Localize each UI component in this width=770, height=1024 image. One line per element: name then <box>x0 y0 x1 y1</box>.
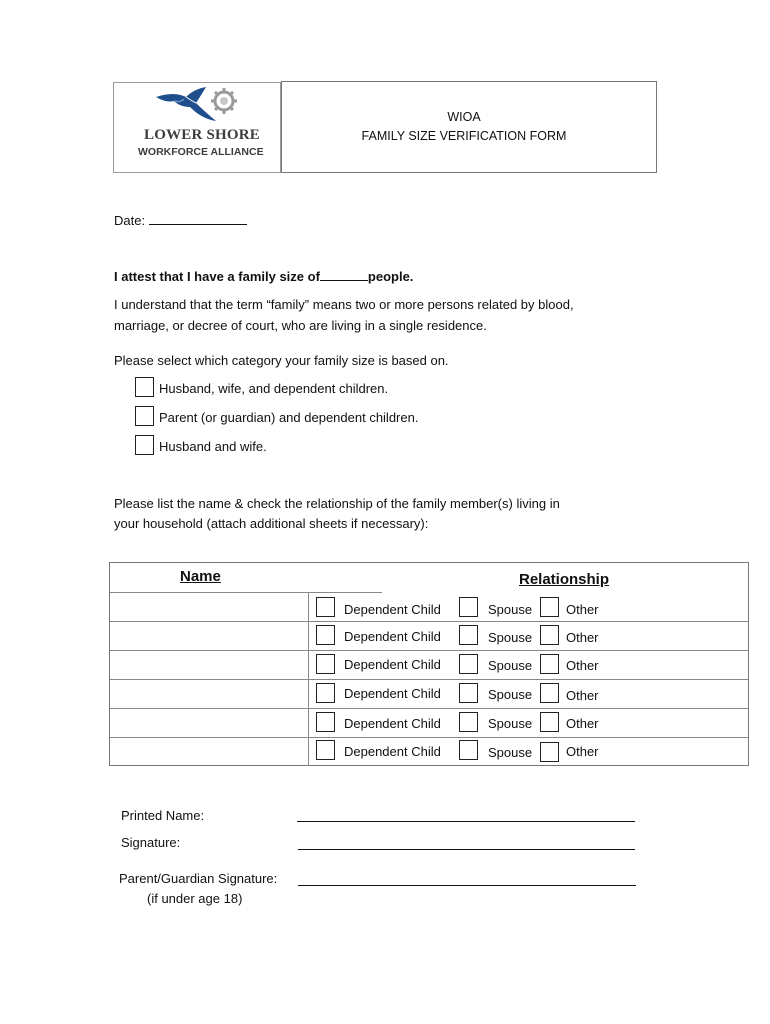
bird-logo-icon <box>144 85 244 127</box>
name-cell[interactable] <box>110 680 308 708</box>
logo-line1: LOWER SHORE <box>144 127 260 143</box>
category-checkbox-1[interactable] <box>135 377 154 397</box>
signature-label: Signature: <box>121 835 181 850</box>
date-field <box>114 212 247 228</box>
other-label: Other <box>566 630 599 645</box>
family-members-table <box>109 562 749 766</box>
signature-line[interactable] <box>298 849 635 850</box>
other-checkbox[interactable] <box>540 683 559 703</box>
spouse-label: Spouse <box>488 687 533 702</box>
other-label: Other <box>566 602 599 617</box>
dependent-child-label: Dependent Child <box>344 629 441 644</box>
category-option-3: Husband and wife. <box>159 439 267 454</box>
dependent-child-checkbox[interactable] <box>316 654 335 674</box>
other-label: Other <box>566 658 599 673</box>
spouse-checkbox[interactable] <box>459 740 478 760</box>
other-label: Other <box>566 716 599 731</box>
list-instructions-line2: your household (attach additional sheets if necessary): <box>114 516 429 531</box>
definition-line2: marriage, or decree of court, who are living in a single residence. <box>114 318 487 333</box>
category-prompt: Please select which category your family size is based on. <box>114 353 449 368</box>
definition-line1: I understand that the term “family” means two or more persons related by blood, <box>114 297 574 312</box>
category-checkbox-2[interactable] <box>135 406 154 426</box>
form-title: WIOA <box>447 110 481 124</box>
printed-name-line[interactable] <box>297 821 635 822</box>
dependent-child-label: Dependent Child <box>344 602 441 617</box>
category-checkbox-3[interactable] <box>135 435 154 455</box>
attest-suffix: people. <box>367 269 414 284</box>
name-cell[interactable] <box>110 738 308 765</box>
list-instructions-line1: Please list the name & check the relationship of the family member(s) living in <box>114 496 560 511</box>
spouse-checkbox[interactable] <box>459 597 478 617</box>
column-header-relationship: Relationship <box>519 571 610 588</box>
other-checkbox[interactable] <box>540 712 559 732</box>
attest-statement <box>114 268 413 284</box>
attest-prefix: I attest that I have a family size of <box>114 269 320 284</box>
dependent-child-checkbox[interactable] <box>316 597 335 617</box>
spouse-label: Spouse <box>488 602 533 617</box>
other-checkbox[interactable] <box>540 654 559 674</box>
spouse-checkbox[interactable] <box>459 654 478 674</box>
name-cell[interactable] <box>110 593 308 621</box>
name-cell[interactable] <box>110 709 308 737</box>
category-option-2: Parent (or guardian) and dependent children. <box>159 410 419 425</box>
dependent-child-checkbox[interactable] <box>316 625 335 645</box>
dependent-child-label: Dependent Child <box>344 686 441 701</box>
spouse-label: Spouse <box>488 716 533 731</box>
printed-name-label: Printed Name: <box>121 808 205 823</box>
guardian-signature-label: Parent/Guardian Signature: <box>119 871 278 886</box>
spouse-checkbox[interactable] <box>459 625 478 645</box>
other-label: Other <box>566 744 599 759</box>
guardian-note: (if under age 18) <box>147 891 243 906</box>
dependent-child-label: Dependent Child <box>344 657 441 672</box>
date-label: Date: <box>114 213 146 228</box>
spouse-label: Spouse <box>488 745 533 760</box>
category-option-1: Husband, wife, and dependent children. <box>159 381 389 396</box>
name-cell[interactable] <box>110 622 308 650</box>
logo-line2: WORKFORCE ALLIANCE <box>138 146 264 158</box>
dependent-child-checkbox[interactable] <box>316 740 335 760</box>
other-checkbox[interactable] <box>540 597 559 617</box>
form-subtitle: FAMILY SIZE VERIFICATION FORM <box>361 129 567 143</box>
spouse-label: Spouse <box>488 630 533 645</box>
logo <box>113 82 281 173</box>
spouse-checkbox[interactable] <box>459 712 478 732</box>
dependent-child-checkbox[interactable] <box>316 683 335 703</box>
spouse-checkbox[interactable] <box>459 683 478 703</box>
dependent-child-label: Dependent Child <box>344 716 441 731</box>
other-checkbox[interactable] <box>540 742 559 762</box>
family-size-blank[interactable] <box>320 268 368 281</box>
spouse-label: Spouse <box>488 658 533 673</box>
column-header-name: Name <box>180 568 221 585</box>
dependent-child-checkbox[interactable] <box>316 712 335 732</box>
guardian-signature-line[interactable] <box>298 885 636 886</box>
dependent-child-label: Dependent Child <box>344 744 441 759</box>
other-checkbox[interactable] <box>540 625 559 645</box>
other-label: Other <box>566 688 599 703</box>
name-cell[interactable] <box>110 651 308 679</box>
form-title-box <box>281 81 657 173</box>
date-blank[interactable] <box>149 212 247 225</box>
